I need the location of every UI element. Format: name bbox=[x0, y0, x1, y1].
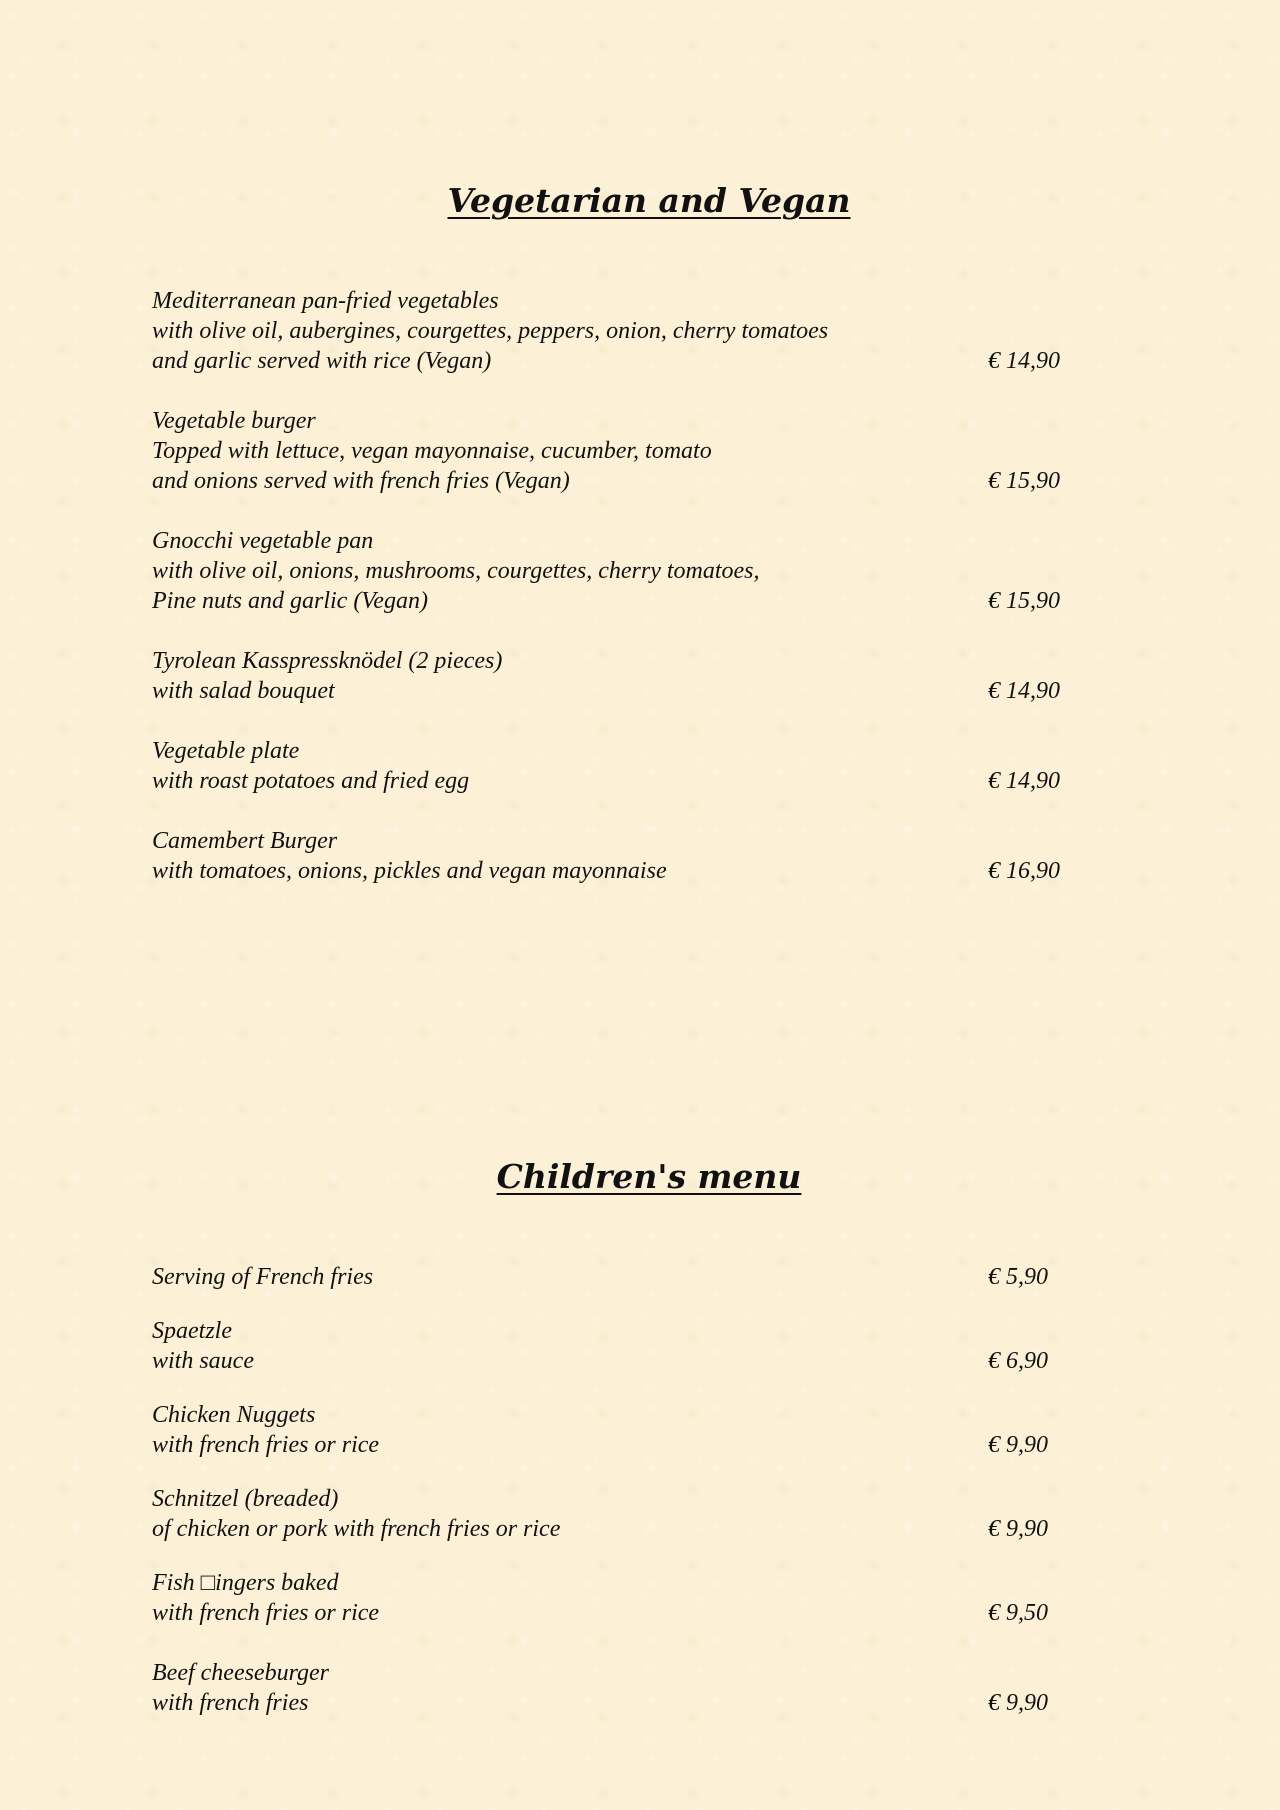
menu-item-chicken-nuggets bbox=[152, 1400, 1072, 1460]
item-description: with french fries or rice bbox=[152, 1432, 380, 1458]
item-name: Chicken Nuggets bbox=[152, 1402, 316, 1428]
menu-item-beef-cheeseburger bbox=[152, 1658, 1072, 1718]
item-name: Serving of French fries bbox=[152, 1264, 374, 1290]
menu-item-gnocchi-vegetable-pan bbox=[152, 526, 1072, 616]
item-price: € 14,90 bbox=[988, 768, 1060, 794]
item-description: of chicken or pork with french fries or rice bbox=[152, 1516, 561, 1542]
item-description: Pine nuts and garlic (Vegan) bbox=[152, 588, 428, 614]
item-name: Tyrolean Kasspressknödel (2 pieces) bbox=[152, 648, 503, 674]
item-name: Vegetable plate bbox=[152, 738, 300, 764]
item-description: with roast potatoes and fried egg bbox=[152, 768, 470, 794]
menu-item-spaetzle bbox=[152, 1316, 1072, 1376]
menu-item-vegetable-plate bbox=[152, 736, 1072, 796]
menu-item-kasspressknoedel bbox=[152, 646, 1072, 706]
menu-item-camembert-burger bbox=[152, 826, 1072, 886]
item-description: with olive oil, aubergines, courgettes, peppers, onion, cherry tomatoes bbox=[152, 318, 829, 344]
item-price: € 14,90 bbox=[988, 678, 1060, 704]
item-description: Topped with lettuce, vegan mayonnaise, cucumber, tomato bbox=[152, 438, 712, 464]
section-title-vegetarian-vegan: Vegetarian and Vegan bbox=[447, 181, 851, 220]
item-name: Beef cheeseburger bbox=[152, 1660, 330, 1686]
item-description: with salad bouquet bbox=[152, 678, 335, 704]
item-description: with olive oil, onions, mushrooms, courgettes, cherry tomatoes, bbox=[152, 558, 760, 584]
item-description: with sauce bbox=[152, 1348, 254, 1374]
item-name: Camembert Burger bbox=[152, 828, 338, 854]
menu-item-fish-fingers bbox=[152, 1568, 1072, 1628]
section-title-childrens-menu: Children's menu bbox=[496, 1157, 802, 1196]
item-price: € 9,90 bbox=[988, 1690, 1048, 1716]
item-price: € 9,90 bbox=[988, 1516, 1048, 1542]
item-price: € 6,90 bbox=[988, 1348, 1048, 1374]
item-name: Mediterranean pan-fried vegetables bbox=[152, 288, 499, 314]
item-price: € 15,90 bbox=[988, 588, 1060, 614]
menu-item-mediterranean-vegetables bbox=[152, 286, 1072, 376]
item-price: € 9,90 bbox=[988, 1432, 1048, 1458]
item-price: € 16,90 bbox=[988, 858, 1060, 884]
item-description: and garlic served with rice (Vegan) bbox=[152, 348, 492, 374]
item-name: Fish □ingers baked bbox=[152, 1570, 339, 1596]
menu-item-schnitzel bbox=[152, 1484, 1072, 1544]
item-name: Gnocchi vegetable pan bbox=[152, 528, 374, 554]
item-description: with tomatoes, onions, pickles and vegan mayonnaise bbox=[152, 858, 667, 884]
item-name: Spaetzle bbox=[152, 1318, 232, 1344]
item-description: and onions served with french fries (Vegan) bbox=[152, 468, 570, 494]
item-name: Vegetable burger bbox=[152, 408, 316, 434]
menu-item-vegetable-burger bbox=[152, 406, 1072, 496]
item-price: € 14,90 bbox=[988, 348, 1060, 374]
item-description: with french fries bbox=[152, 1690, 309, 1716]
item-name: Schnitzel (breaded) bbox=[152, 1486, 339, 1512]
menu-item-french-fries bbox=[152, 1262, 1072, 1292]
item-description: with french fries or rice bbox=[152, 1600, 380, 1626]
item-price: € 15,90 bbox=[988, 468, 1060, 494]
item-price: € 5,90 bbox=[988, 1264, 1048, 1290]
item-price: € 9,50 bbox=[988, 1600, 1048, 1626]
